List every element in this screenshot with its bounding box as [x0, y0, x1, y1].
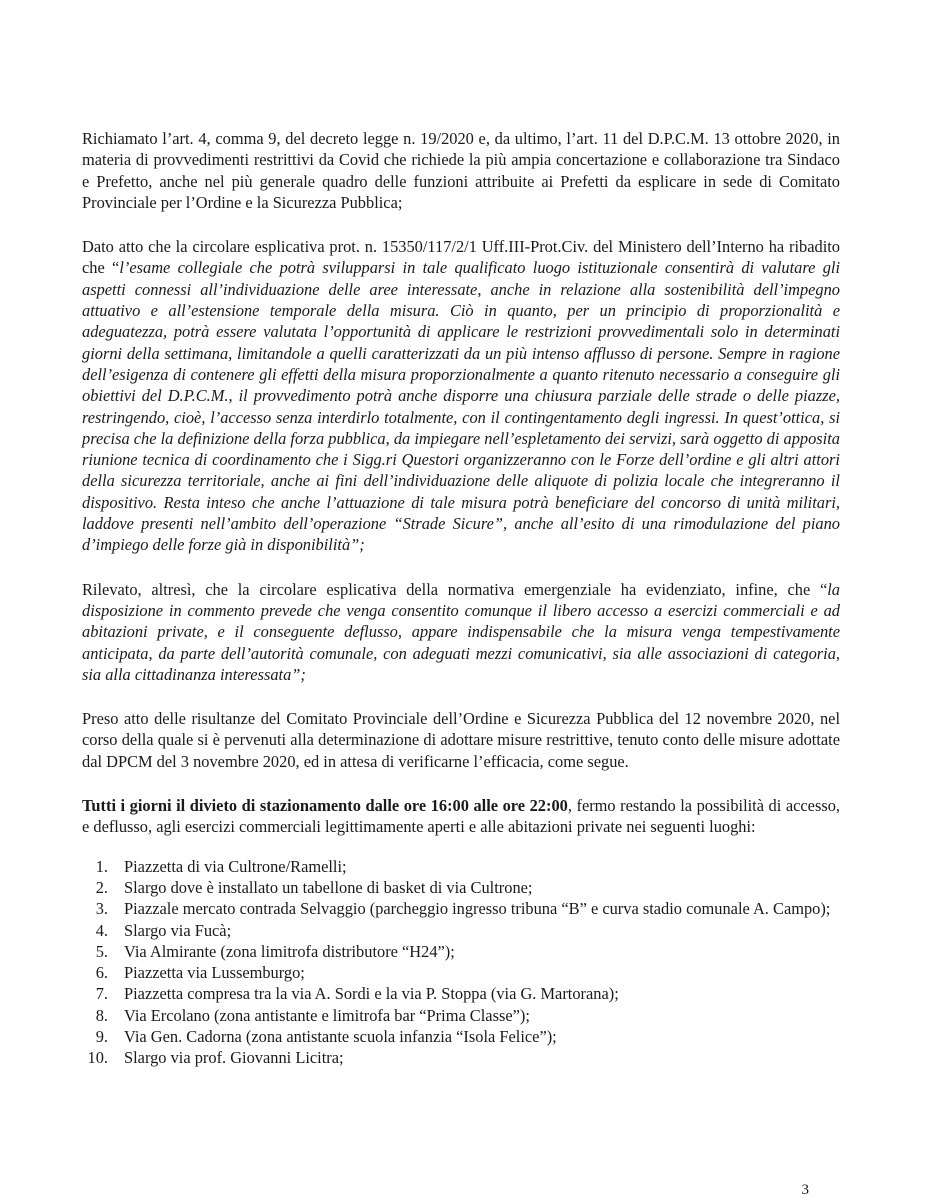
list-item-number: 7. [95, 984, 108, 1004]
list-item-number: 6. [95, 963, 108, 983]
paragraph-rilevato [82, 579, 840, 685]
paragraph-divieto [82, 795, 840, 838]
list-item-number: 2. [95, 877, 108, 897]
paragraph-dato-atto-quote: l’esame collegiale che potrà svilupparsi in tale qualificato luogo istituzionale consentirà di valutare gli aspetti connessi all’individuazione delle aree interessate, anche in relazione alla sostenibilità dell’impegno attuativo e all’estensione temporale della misura. Ciò in quanto, per un principio di proporzionalità e adeguatezza, potrà essere valutata l’opportunità di applicare le restrizioni provvedimentali solo in determinati giorni della settimana, limitandole a quelli caratterizzati da un più intenso afflusso di persone. Sempre in ragione dell’esigenza di contenere gli effetti della misura proporzionalmente a quanto ritenuto necessario a conseguire gli obiettivi del D.P.C.M., il provvedimento potrà anche disporre una chiusura parziale delle strade o delle piazze, restringendo, cioè, l’accesso senza interdirlo totalmente, con il contingentamento degli ingressi. In quest’ottica, si precisa che la definizione della forza pubblica, da impiegare nell’espletamento dei servizi, sarà oggetto di apposita riunione tecnica di coordinamento che i Sigg.ri Questori organizzeranno con le Forze dell’ordine e gli altri attori della sicurezza territoriale, anche ai fini dell’individuazione delle aliquote di polizia locale che integreranno il dispositivo. Resta inteso che anche l’attuazione di tale misura potrà beneficiare del concorso di unità militari, laddove presenti nell’ambito dell’operazione “Strade Sicure”, anche all’esito di una rimodulazione del piano d’impiego delle forze già in disponibilità”; [82, 258, 840, 555]
paragraph-preso-atto: Preso atto delle risultanze del Comitato Provinciale dell’Ordine e Sicurezza Pubblica del 12 novembre 2020, nel corso della quale si è pervenuti alla determinazione di adottare misure restrittive, tenuto conto delle misure adottate dal DPCM del 3 novembre 2020, ed in attesa di verificarne l’efficacia, come segue. [82, 709, 840, 771]
paragraph-rilevato-quote: la disposizione in commento prevede che venga consentito comunque il libero accesso a esercizi commerciali e ad abitazioni private, e il conseguente deflusso, appare indispensabile che la misura venga tempestivamente anticipata, da parte dell’autorità comunale, con adeguati mezzi comunicativi, sia alle associazioni di categoria, sia alla cittadinanza interessata”; [82, 579, 840, 684]
list-item [82, 1005, 840, 1026]
list-item-number: 9. [95, 1026, 108, 1046]
list-item-number: 8. [95, 1005, 108, 1025]
list-item-number: 5. [95, 941, 108, 961]
list-item-text: Via Gen. Cadorna (zona antistante scuola infanzia “Isola Felice”); [124, 1026, 557, 1046]
list-item [82, 856, 840, 877]
list-item-text: Slargo dove è installato un tabellone di basket di via Cultrone; [124, 877, 533, 897]
list-item [82, 983, 840, 1004]
list-item-text: Piazzale mercato contrada Selvaggio (parcheggio ingresso tribuna “B” e curva stadio comunale A. Campo); [124, 899, 831, 919]
list-item-text: Piazzetta compresa tra la via A. Sordi e la via P. Stoppa (via G. Martorana); [124, 984, 619, 1004]
list-item-text: Via Almirante (zona limitrofa distributore “H24”); [124, 941, 455, 961]
list-item [82, 962, 840, 983]
list-item [82, 1026, 840, 1047]
paragraph-rilevato-intro: Rilevato, altresì, che la circolare esplicativa della normativa emergenziale ha evidenziato, infine, che “ [82, 579, 828, 599]
places-list [82, 856, 840, 1069]
list-item-text: Slargo via Fucà; [124, 920, 232, 940]
paragraph-divieto-bold: Tutti i giorni il divieto di stazionamento dalle ore 16:00 alle ore 22:00 [82, 796, 568, 816]
list-item [82, 941, 840, 962]
list-item-number: 4. [95, 920, 108, 940]
paragraph-divieto-rest: , fermo restando la possibilità di accesso, e deflusso, agli esercizi commerciali legittimamente aperti e alle abitazioni private nei seguenti luoghi: [82, 796, 840, 837]
paragraph-richiamato: Richiamato l’art. 4, comma 9, del decreto legge n. 19/2020 e, da ultimo, l’art. 11 del D.P.C.M. 13 ottobre 2020, in materia di provvedimenti restrittivi da Covid che richiede la più ampia concertazione e collaborazione tra Sindaco e Prefetto, anche nel più generale quadro delle funzioni attribuite ai Prefetti da esplicare in sede di Comitato Provinciale per l’Ordine e la Sicurezza Pubblica; [82, 129, 840, 212]
list-item-number: 1. [95, 856, 108, 876]
list-item-text: Piazzetta di via Cultrone/Ramelli; [124, 856, 347, 876]
list-item-text: Piazzetta via Lussemburgo; [124, 963, 305, 983]
paragraph-dato-atto [82, 236, 840, 555]
list-item-text: Slargo via prof. Giovanni Licitra; [124, 1048, 344, 1068]
list-item [82, 877, 840, 898]
document-body [82, 128, 840, 1069]
list-item-text: Via Ercolano (zona antistante e limitrofa bar “Prima Classe”); [124, 1005, 530, 1025]
page-number: 3 [801, 1182, 809, 1198]
paragraph-dato-atto-intro: Dato atto che la circolare esplicativa prot. n. 15350/117/2/1 Uff.III-Prot.Civ. del Ministero dell’Interno ha ribadito che “ [82, 237, 840, 278]
list-item-number: 10. [87, 1048, 108, 1068]
list-item [82, 920, 840, 941]
list-item [82, 1047, 840, 1068]
list-item-number: 3. [95, 899, 108, 919]
list-item [82, 898, 840, 919]
